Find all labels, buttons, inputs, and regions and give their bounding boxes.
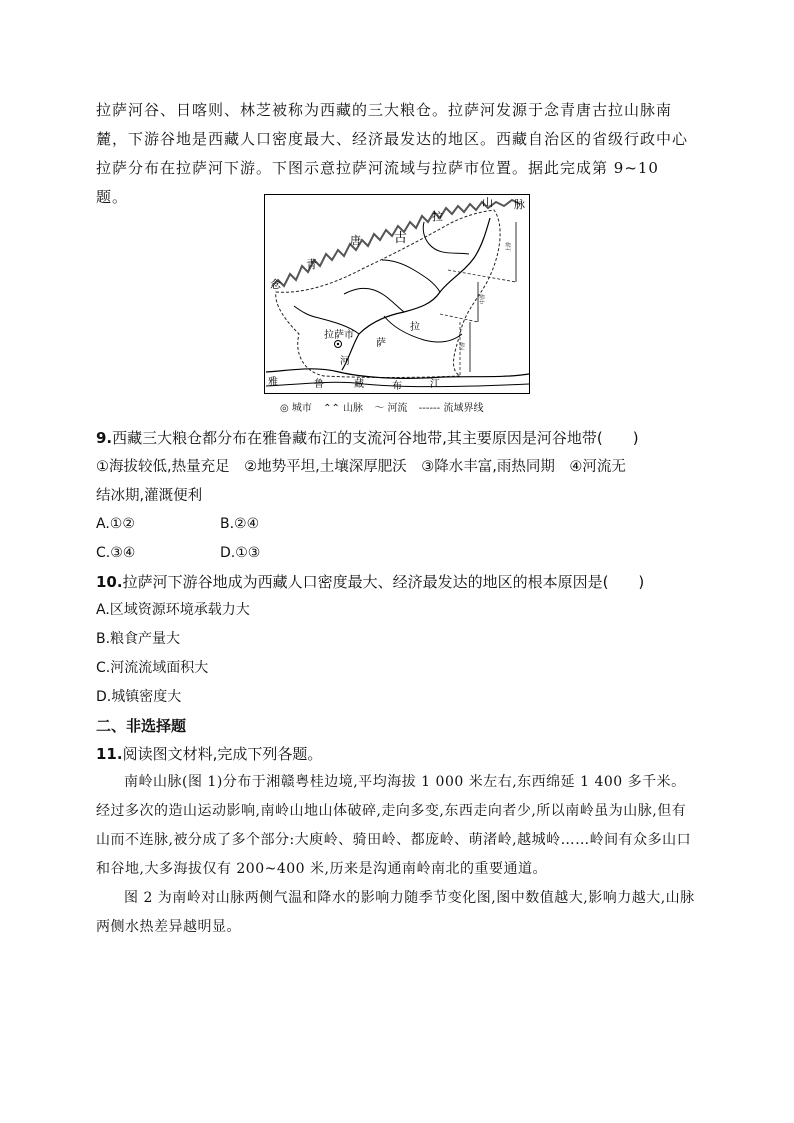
mountain-char-3: 唐 [350, 234, 361, 247]
section-lower-label: 下游 [460, 341, 466, 352]
q9-stem: 西藏三大粮仓都分布在雅鲁藏布江的支流河谷地带,其主要原因是河谷地带( ) [112, 429, 639, 447]
q10-option-c[interactable]: C.河流流域面积大 [96, 660, 209, 676]
q10-stem: 拉萨河下游谷地成为西藏人口密度最大、经济最发达的地区的根本原因是( ) [122, 573, 645, 591]
question-9 [96, 426, 706, 450]
q9-option-d[interactable]: D.①③ [220, 545, 261, 561]
map-legend [280, 399, 491, 414]
river-char-2: 萨 [376, 338, 386, 349]
main-river-char-2: 鲁 [314, 379, 324, 390]
q10-number: 10. [96, 573, 123, 591]
q11-number: 11. [96, 745, 123, 763]
section-middle-label: 中游 [480, 293, 486, 304]
mountain-char-1: 念 [270, 278, 281, 291]
lhasa-city-dot [337, 343, 339, 345]
main-river-char-5: 江 [430, 379, 440, 390]
river-char-1: 拉 [410, 322, 420, 333]
q10-option-d[interactable]: D.城镇密度大 [96, 689, 182, 705]
mountain-char-7: 脉 [514, 198, 525, 211]
intro-paragraph: 拉萨河谷、日喀则、林芝被称为西藏的三大粮仓。拉萨河发源于念青唐古拉山脉南麓，下游谷地是西藏人口密度最大、经济最发达的地区。西藏自治区的省级行政中心拉萨分布在拉萨河下游。下图示意拉萨河流域与拉萨市位置。据此完成第 9~10 题。 [96, 101, 689, 206]
q9-option-a[interactable]: A.①② [96, 516, 135, 532]
river-char-3: 河 [340, 356, 350, 367]
main-river-char-3: 藏 [354, 379, 364, 390]
lhasa-river-map [264, 194, 530, 394]
main-river-char-4: 布 [392, 381, 402, 392]
city-label: 拉萨市 [324, 330, 354, 341]
q11-material [96, 768, 696, 942]
q9-statements-line2: 结冰期,灌溉便利 [96, 488, 203, 504]
mountain-char-6: 山 [482, 196, 493, 209]
q11-stem: 阅读图文材料,完成下列各题。 [122, 745, 323, 763]
legend-mountain-item: ⌃⌃ 山脉 [323, 403, 364, 414]
q11-paragraph-2: 图 2 为南岭对山脉两侧气温和降水的影响力随季节变化图,图中数值越大,影响力越大,山脉两侧水热差异越明显。 [96, 890, 695, 935]
map-figure [264, 194, 530, 394]
boundary-legend-icon: ------ [418, 403, 441, 414]
q10-option-a[interactable]: A.区域资源环境承载力大 [96, 602, 250, 618]
q9-option-c[interactable]: C.③④ [96, 545, 136, 561]
q11-paragraph-1: 南岭山脉(图 1)分布于湘赣粤桂边境,平均海拔 1 000 米左右,东西绵延 1 400 多千米。经过多次的造山运动影响,南岭山地山体破碎,走向多变,东西走向者少,所以南岭虽为山脉,但有山而不连脉,被分成了多个部分:大庾岭、骑田岭、都庞岭、萌渚岭,越城岭……岭间有众多山口和谷地,大多海拔仅有 200~400 米,历来是沟通南岭南北的重要通道。 [96, 774, 692, 877]
river-legend-icon: 〜 [374, 403, 385, 414]
q9-number: 9. [96, 429, 113, 447]
q10-option-b[interactable]: B.粮食产量大 [96, 631, 181, 647]
q9-option-b[interactable]: B.②④ [220, 516, 260, 532]
mountain-legend-icon: ⌃⌃ [323, 403, 340, 414]
question-10 [96, 570, 706, 594]
main-river-char-1: 雅 [268, 377, 278, 388]
map-frame [265, 195, 530, 394]
legend-boundary-item: ------ 流域界线 [418, 403, 484, 414]
section-upper-label: 上游 [506, 241, 512, 252]
section-2-heading: 二、非选择题 [96, 717, 187, 735]
mountain-char-4: 古 [394, 231, 408, 246]
legend-river-item: 〜 河流 [374, 403, 408, 414]
q9-statements-line1: ①海拔较低,热量充足 ②地势平坦,土壤深厚肥沃 ③降水丰富,雨热同期 ④河流无 [96, 459, 626, 475]
legend-city-item: ◎ 城市 [280, 403, 312, 414]
city-legend-icon: ◎ [280, 403, 289, 414]
mountain-char-5: 拉 [432, 210, 443, 223]
mountain-char-2: 青 [306, 258, 317, 271]
question-11 [96, 742, 322, 766]
